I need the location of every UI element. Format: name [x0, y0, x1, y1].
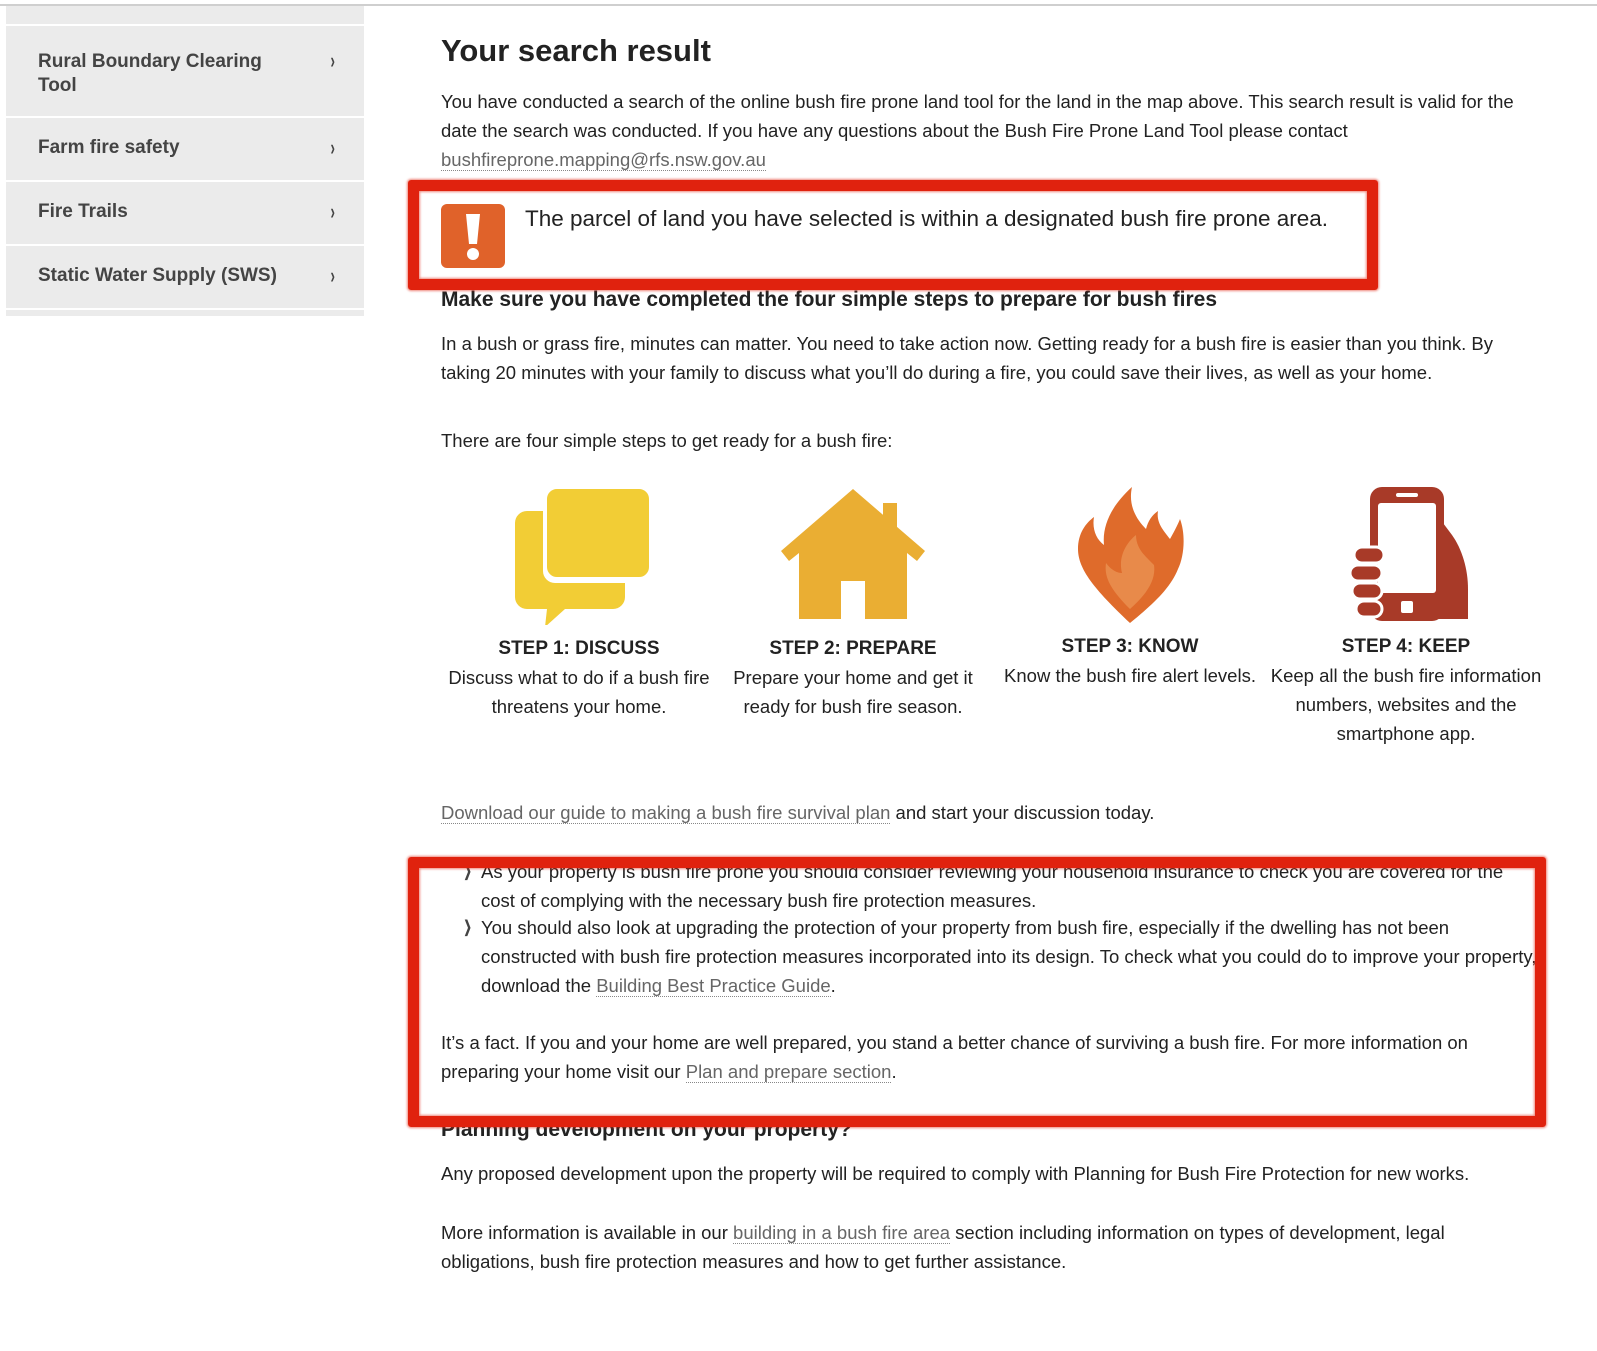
- sidebar-item-label: Farm fire safety: [38, 137, 180, 158]
- download-paragraph: Download our guide to making a bush fire survival plan and start your discussion today.: [441, 802, 1155, 823]
- chevron-right-icon: ›: [330, 48, 335, 73]
- chevron-right-icon: ›: [330, 135, 335, 160]
- step-title: STEP 4: KEEP: [1341, 636, 1471, 657]
- smartphone-in-hand-icon: [1348, 485, 1468, 625]
- prepare-paragraph: In a bush or grass fire, minutes can matter. You need to take action now. Getting ready for a bush fire is easier than you think. By taking 20 minutes with your family to discuss what you’ll do during a fire, you could save their lives, as well as your home.: [441, 333, 1494, 383]
- step-title: STEP 3: KNOW: [1061, 636, 1199, 657]
- planning-paragraph: Any proposed development upon the property will be required to comply with Planning for Bush Fire Protection for new works.: [441, 1163, 1470, 1184]
- plan-and-prepare-link[interactable]: Plan and prepare section: [685, 1061, 892, 1082]
- sidebar-item-label: Static Water Supply (SWS): [38, 265, 277, 286]
- steps-intro: There are four simple steps to get ready for a bush fire:: [441, 430, 893, 451]
- bullet-chevron-icon: ❯: [463, 863, 472, 880]
- sidebar-item-rural-boundary-clearing-tool[interactable]: [6, 24, 364, 118]
- sidebar-item-static-water-supply[interactable]: [6, 244, 364, 310]
- building-in-bush-fire-area-link[interactable]: building in a bush fire area: [733, 1222, 951, 1243]
- building-best-practice-guide-link[interactable]: Building Best Practice Guide: [596, 975, 831, 996]
- chevron-right-icon: ›: [330, 263, 335, 288]
- step-description: Discuss what to do if a bush fire threatens your home.: [448, 667, 710, 717]
- alert-message: The parcel of land you have selected is within a designated bush fire prone area.: [525, 206, 1329, 231]
- step-description: Keep all the bush fire information numbers, websites and the smartphone app.: [1270, 665, 1542, 744]
- intro-paragraph: You have conducted a search of the online bush fire prone land tool for the land in the map above. This search result is valid for the date the search was conducted. If you have any questions about the Bush Fire Prone Land Tool please contact bushfireprone.mapping@rfs.nsw.gov.au: [441, 91, 1514, 170]
- sidebar-nav: [6, 6, 364, 316]
- sidebar-item-farm-fire-safety[interactable]: [6, 116, 364, 182]
- flame-icon: [1074, 485, 1186, 625]
- annotation-highlight-recommendations: [408, 857, 1546, 1127]
- chevron-right-icon: ›: [330, 199, 335, 224]
- contact-email-link[interactable]: bushfireprone.mapping@rfs.nsw.gov.au: [441, 149, 766, 170]
- step-description: Know the bush fire alert levels.: [1004, 665, 1256, 686]
- sidebar-item-label: Rural Boundary Clearing Tool: [38, 51, 262, 96]
- planning-heading: Planning development on your property?: [441, 1118, 852, 1141]
- prepare-heading: Make sure you have completed the four simple steps to prepare for bush fires: [441, 288, 1218, 311]
- page-title: Your search result: [441, 33, 711, 68]
- house-icon: [779, 485, 927, 625]
- sidebar-item-fire-trails[interactable]: [6, 180, 364, 246]
- bullet-chevron-icon: ❯: [463, 919, 472, 936]
- list-item: ❯ You should also look at upgrading the protection of your property from bush fire, especially if the dwelling has not been constructed with bush fire protection measures incorporated into its design. To check what you could do to improve your property, download the Building Best Practice Guide.: [481, 913, 1541, 1000]
- sidebar-item-label: Fire Trails: [38, 201, 128, 222]
- step-title: STEP 2: PREPARE: [769, 638, 937, 659]
- annotation-highlight-alert: [408, 180, 1378, 290]
- survival-plan-guide-link[interactable]: Download our guide to making a bush fire survival plan: [441, 802, 891, 823]
- step-description: Prepare your home and get it ready for bush fire season.: [733, 667, 973, 717]
- speech-bubbles-icon: [505, 485, 653, 625]
- more-info-paragraph: More information is available in our building in a bush fire area section including information on types of development, legal obligations, bush fire protection measures and how to get further assistance.: [441, 1222, 1445, 1272]
- step-title: STEP 1: DISCUSS: [498, 638, 660, 659]
- fact-paragraph: It’s a fact. If you and your home are well prepared, you stand a better chance of surviving a bush fire. For more information on preparing your home visit our Plan and prepare section.: [441, 1032, 1468, 1082]
- list-item: ❯ As your property is bush fire prone you should consider reviewing your household insurance to check you are covered for the cost of complying with the necessary bush fire protection measures.: [481, 857, 1541, 915]
